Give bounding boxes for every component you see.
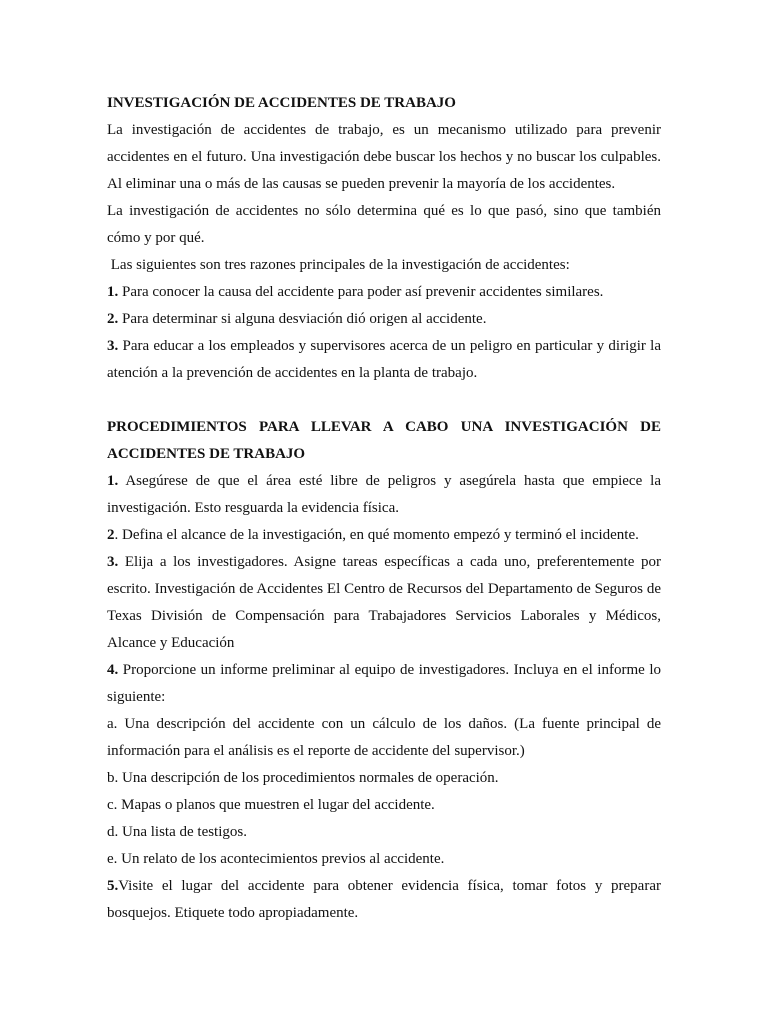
report-subitem-c: c. Mapas o planos que muestren el lugar del accidente.: [107, 797, 435, 813]
reason-number: 1.: [107, 284, 119, 300]
procedure-step-4: [107, 657, 661, 711]
reason-text: Para conocer la causa del accidente para poder así prevenir accidentes similares.: [118, 284, 604, 300]
procedure-step-1: [107, 468, 661, 522]
step-number: 5.: [107, 878, 119, 894]
intro-paragraph: La investigación de accidentes de trabajo, es un mecanismo utilizado para prevenir accidentes en el futuro. Una investigación debe buscar los hechos y no buscar los culpables. Al eliminar una o más de las causas se pueden prevenir la mayoría de los accidentes.: [107, 122, 661, 192]
step-number: 4.: [107, 662, 119, 678]
step-number: 3.: [107, 554, 119, 570]
reason-text: Para educar a los empleados y supervisores acerca de un peligro en particular y dirigir la atención a la prevención de accidentes en la planta de trabajo.: [107, 338, 661, 381]
report-subitem-e: e. Un relato de los acontecimientos previos al accidente.: [107, 851, 445, 867]
report-subitem-d: d. Una lista de testigos.: [107, 824, 247, 840]
step-text: Asegúrese de que el área esté libre de peligros y asegúrela hasta que empiece la investigación. Esto resguarda la evidencia física.: [107, 473, 661, 516]
section-title-investigacion: INVESTIGACIÓN DE ACCIDENTES DE TRABAJO: [107, 95, 456, 111]
reason-item-3: [107, 333, 661, 387]
section-title-procedimientos: PROCEDIMIENTOS PARA LLEVAR A CABO UNA INVESTIGACIÓN DE ACCIDENTES DE TRABAJO: [107, 419, 661, 462]
reason-item-2: [107, 306, 661, 333]
reason-number: 2.: [107, 311, 119, 327]
reason-text: Para determinar si alguna desviación dió origen al accidente.: [118, 311, 487, 327]
procedure-step-2: [107, 522, 661, 549]
document-page: [107, 90, 661, 927]
step-number: 2: [107, 527, 115, 543]
report-subitem-b: b. Una descripción de los procedimientos normales de operación.: [107, 770, 499, 786]
step-text: . Defina el alcance de la investigación, en qué momento empezó y terminó el incidente.: [114, 527, 639, 543]
step-text: Proporcione un informe preliminar al equipo de investigadores. Incluya en el informe lo siguiente:: [107, 662, 661, 705]
procedure-step-3: [107, 549, 661, 657]
section-spacer: [107, 387, 661, 414]
reason-number: 3.: [107, 338, 119, 354]
procedure-step-5: [107, 873, 661, 927]
step-text: Visite el lugar del accidente para obtener evidencia física, tomar fotos y preparar bosquejos. Etiquete todo apropiadamente.: [107, 878, 661, 921]
scope-paragraph: La investigación de accidentes no sólo determina qué es lo que pasó, sino que también cómo y por qué.: [107, 203, 661, 246]
step-number: 1.: [107, 473, 119, 489]
step-text: Elija a los investigadores. Asigne tareas específicas a cada uno, preferentemente por escrito. Investigación de Accidentes El Centro de Recursos del Departamento de Seguros de Texas División de Compensación para Trabajadores Servicios Laborales y Médicos, Alcance y Educación: [107, 554, 661, 651]
report-subitem-a: a. Una descripción del accidente con un cálculo de los daños. (La fuente principal de información para el análisis es el reporte de accidente del supervisor.): [107, 716, 661, 759]
reasons-intro: Las siguientes son tres razones principales de la investigación de accidentes:: [107, 257, 570, 273]
reason-item-1: [107, 279, 661, 306]
